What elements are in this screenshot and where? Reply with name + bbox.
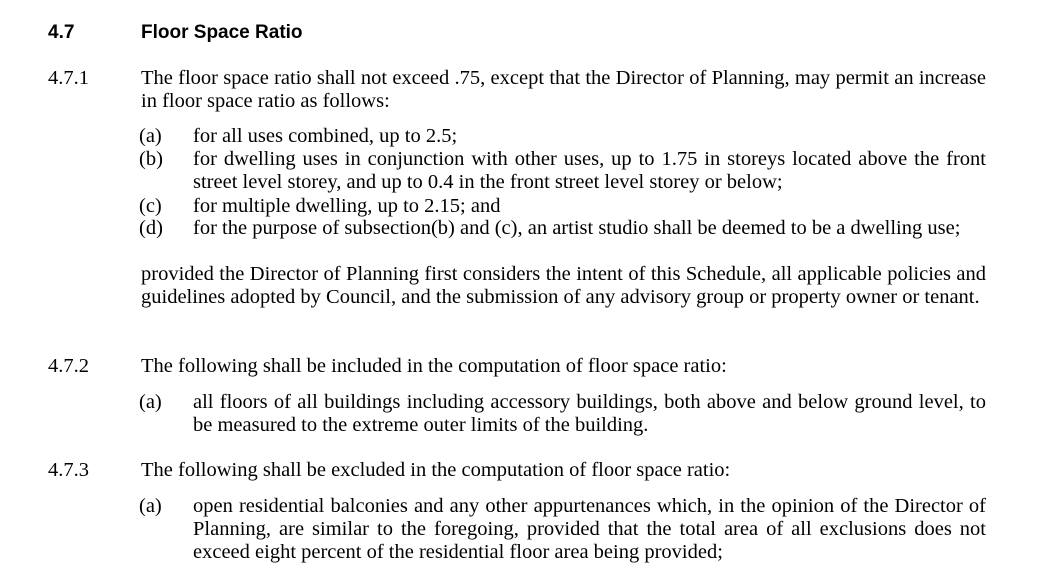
item-label: (b) (139, 148, 163, 170)
list-item: for the purpose of subsection(b) and (c), an artist studio shall be deemed to be a dwelling use; (193, 217, 961, 239)
item-label: (d) (139, 217, 163, 239)
subsection-number: 4.7.3 (48, 459, 89, 481)
list-item: all floors of all buildings including accessory buildings, both above and below ground level, to be measured to the extreme outer limits of the building. (193, 391, 986, 436)
subsection-number: 4.7.2 (48, 355, 89, 377)
subsection-intro: The following shall be excluded in the computation of floor space ratio: (141, 459, 731, 481)
subsection-intro: The floor space ratio shall not exceed .75, except that the Director of Planning, may permit an increase in floor space ratio as follows: (141, 67, 986, 112)
list-item: for all uses combined, up to 2.5; (193, 125, 458, 147)
list-item: open residential balconies and any other appurtenances which, in the opinion of the Director of Planning, are similar to the foregoing, provided that the total area of all exclusions does not exceed eight percent of the residential floor area being provided; (193, 495, 986, 563)
section-number: 4.7 (48, 22, 75, 43)
item-label: (a) (139, 125, 162, 147)
item-label: (c) (139, 195, 162, 217)
subsection-number: 4.7.1 (48, 67, 89, 89)
section-title: Floor Space Ratio (141, 22, 303, 43)
item-label: (a) (139, 391, 162, 413)
list-item: for dwelling uses in conjunction with other uses, up to 1.75 in storeys located above the front street level storey, and up to 0.4 in the front street level storey or below; (193, 148, 986, 193)
list-item: for multiple dwelling, up to 2.15; and (193, 195, 501, 217)
subsection-intro: The following shall be included in the computation of floor space ratio: (141, 355, 727, 377)
subsection-closing: provided the Director of Planning first considers the intent of this Schedule, all applicable policies and guidelines adopted by Council, and the submission of any advisory group or property owner or tenant. (141, 263, 986, 308)
item-label: (a) (139, 495, 162, 517)
